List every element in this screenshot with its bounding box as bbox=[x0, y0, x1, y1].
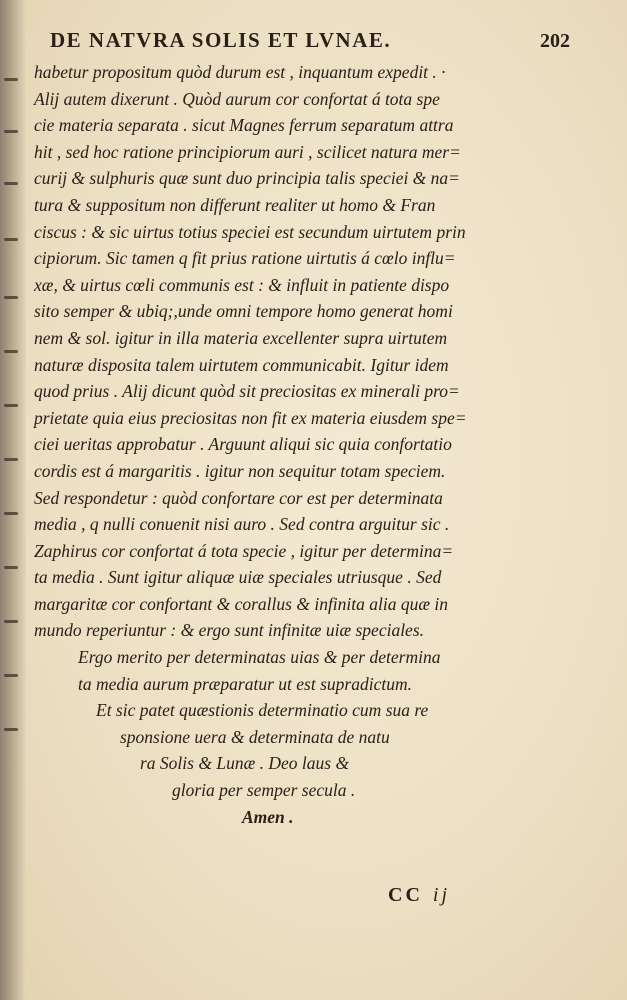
gutter-mark bbox=[4, 620, 18, 623]
text-line: naturæ disposita talem uirtutem communicabit. Igitur idem bbox=[34, 354, 449, 375]
binding-gutter bbox=[0, 0, 26, 1000]
text-line: cordis est á margaritis . igitur non sequitur totam speciem. bbox=[34, 460, 446, 481]
text-line: habetur propositum quòd durum est , inquantum expedit . · bbox=[34, 62, 446, 82]
gutter-mark bbox=[4, 728, 18, 731]
signature-mark bbox=[388, 884, 450, 907]
text-line: ta media . Sunt igitur aliquæ uiæ speciales utriusque . Sed bbox=[34, 567, 442, 588]
text-line: cie materia separata . sicut Magnes ferrum separatum attra bbox=[34, 115, 454, 136]
text-line: tura & suppositum non differunt realiter ut homo & Fran bbox=[34, 194, 436, 215]
gutter-mark bbox=[4, 238, 18, 241]
text-line: sito semper & ubiq;,unde omni tempore homo generat homi bbox=[34, 301, 453, 322]
text-line: Alij autem dixerunt . Quòd aurum cor confortat á tota spe bbox=[34, 88, 440, 109]
gutter-mark bbox=[4, 674, 18, 677]
text-line: ciei ueritas approbatur . Arguunt aliqui sic quia confortatio bbox=[34, 434, 452, 455]
body-text bbox=[34, 59, 554, 830]
closing-line: Ergo merito per determinatas uias & per determina bbox=[78, 647, 441, 668]
text-line: xæ, & uirtus cœli communis est : & influit in patiente dispo bbox=[34, 274, 450, 295]
signature-number: ij bbox=[432, 884, 451, 906]
gutter-mark bbox=[4, 512, 18, 515]
closing-amen: Amen . bbox=[242, 806, 294, 827]
gutter-mark bbox=[4, 458, 18, 461]
running-title: DE NATVRA SOLIS ET LVNAE. bbox=[50, 28, 392, 52]
text-line: curij & sulphuris quæ sunt duo principia talis speciei & na= bbox=[34, 168, 460, 189]
gutter-mark bbox=[4, 350, 18, 353]
text-line: media , q nulli conuenit nisi auro . Sed contra arguitur sic . bbox=[34, 514, 450, 535]
text-line: ciscus : & sic uirtus totius speciei est secundum uirtutem prin bbox=[34, 221, 466, 242]
signature-letters: CC bbox=[388, 884, 423, 906]
gutter-mark bbox=[4, 130, 18, 133]
text-line: Zaphirus cor confortat á tota specie , igitur per determina= bbox=[34, 540, 454, 561]
closing-line: ta media aurum præparatur ut est supradictum. bbox=[78, 673, 412, 694]
closing-line: gloria per semper secula . bbox=[172, 780, 356, 801]
closing-line: ra Solis & Lunæ . Deo laus & bbox=[140, 753, 350, 774]
text-line: prietate quia eius preciositas non fit ex materia eiusdem spe= bbox=[34, 407, 467, 428]
running-header bbox=[50, 28, 570, 56]
text-line: nem & sol. igitur in illa materia excellenter supra uirtutem bbox=[34, 327, 448, 348]
text-line: margaritæ cor confortant & corallus & infinita alia quæ in bbox=[34, 593, 449, 614]
text-line: Sed respondetur : quòd confortare cor est per determinata bbox=[34, 487, 443, 508]
text-line: mundo reperiuntur : & ergo sunt infinitæ uiæ speciales. bbox=[34, 620, 425, 641]
gutter-mark bbox=[4, 296, 18, 299]
gutter-mark bbox=[4, 566, 18, 569]
gutter-mark bbox=[4, 182, 18, 185]
page-number: 202 bbox=[540, 30, 570, 52]
text-line: hit , sed hoc ratione principiorum auri , scilicet natura mer= bbox=[34, 141, 461, 162]
gutter-mark bbox=[4, 78, 18, 81]
closing-line: sponsione uera & determinata de natu bbox=[120, 726, 390, 747]
text-line: cipiorum. Sic tamen q fit prius ratione uirtutis á cœlo influ= bbox=[34, 248, 456, 269]
closing-line: Et sic patet quæstionis determinatio cum sua re bbox=[96, 700, 429, 721]
text-line: quod prius . Alij dicunt quòd sit preciositas ex minerali pro= bbox=[34, 381, 460, 402]
gutter-mark bbox=[4, 404, 18, 407]
